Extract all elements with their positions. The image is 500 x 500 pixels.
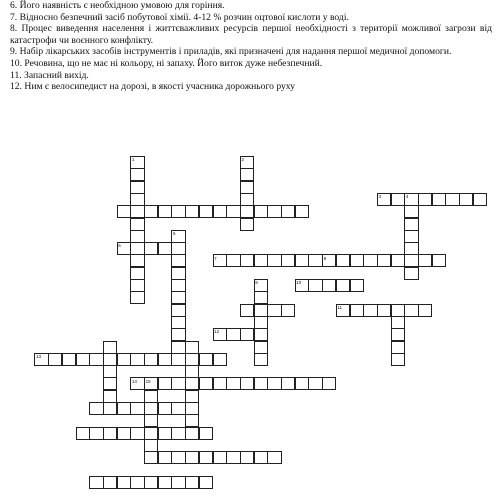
- crossword-cell[interactable]: [76, 353, 90, 366]
- crossword-cell[interactable]: [171, 353, 185, 366]
- crossword-cell[interactable]: [185, 451, 199, 464]
- crossword-cell[interactable]: [171, 476, 185, 489]
- crossword-cell[interactable]: [240, 254, 254, 267]
- crossword-cell[interactable]: [281, 254, 295, 267]
- clue-number: 7: [214, 255, 217, 261]
- clue-number: 5: [173, 231, 176, 236]
- crossword-cell[interactable]: [144, 439, 158, 452]
- crossword-cell[interactable]: [240, 377, 254, 390]
- clue-6: 6. Його наявність є необхідною умовою для горіння.: [10, 0, 225, 11]
- crossword-cell[interactable]: [185, 377, 199, 390]
- crossword-cell[interactable]: [254, 291, 268, 304]
- crossword-cell[interactable]: [363, 254, 377, 267]
- crossword-cell[interactable]: [130, 291, 144, 304]
- crossword-cell[interactable]: [103, 377, 117, 390]
- crossword-cell[interactable]: [158, 377, 172, 390]
- clue-number: 14: [131, 378, 137, 384]
- crossword-cell[interactable]: [144, 205, 158, 218]
- clue-number: 15: [145, 378, 151, 384]
- crossword-cell[interactable]: [226, 205, 240, 218]
- crossword-cell[interactable]: [185, 402, 199, 415]
- crossword-cell[interactable]: [117, 402, 131, 415]
- crossword-cell[interactable]: [103, 353, 117, 366]
- crossword-cell[interactable]: [213, 451, 227, 464]
- crossword-cell[interactable]: [130, 279, 144, 292]
- crossword-cell[interactable]: [363, 304, 377, 317]
- crossword-cell[interactable]: [158, 205, 172, 218]
- crossword-cell[interactable]: [171, 328, 185, 341]
- crossword-cell[interactable]: [213, 353, 227, 366]
- crossword-cell[interactable]: [130, 193, 144, 206]
- crossword-cell[interactable]: [103, 402, 117, 415]
- crossword-cell[interactable]: [171, 304, 185, 317]
- crossword-cell[interactable]: [130, 267, 144, 280]
- crossword-cell[interactable]: [103, 365, 117, 378]
- crossword-cell[interactable]: [350, 304, 364, 317]
- crossword-cell[interactable]: [89, 353, 103, 366]
- crossword-cell[interactable]: [171, 377, 185, 390]
- crossword-cell[interactable]: [391, 254, 405, 267]
- clue-7: 7. Відносно безпечний засіб побутової хімії. 4-12 % розчин оцтової кислоти у воді.: [10, 11, 349, 23]
- crossword-cell[interactable]: [199, 377, 213, 390]
- crossword-cell[interactable]: [171, 242, 185, 255]
- crossword-cell[interactable]: [377, 254, 391, 267]
- crossword-cell[interactable]: [130, 168, 144, 181]
- crossword-cell[interactable]: [391, 353, 405, 366]
- crossword-cell[interactable]: [267, 254, 281, 267]
- crossword-cell[interactable]: [254, 353, 268, 366]
- crossword-cell[interactable]: [158, 353, 172, 366]
- crossword-cell[interactable]: [295, 205, 309, 218]
- crossword-cell[interactable]: [144, 390, 158, 403]
- crossword-cell[interactable]: [171, 205, 185, 218]
- crossword-cell[interactable]: [267, 377, 281, 390]
- crossword-cell[interactable]: [391, 193, 405, 206]
- crossword-cell[interactable]: [89, 402, 103, 415]
- crossword-cell[interactable]: [144, 451, 158, 464]
- crossword-cell[interactable]: [459, 193, 473, 206]
- crossword-cell[interactable]: [117, 427, 131, 440]
- crossword-cell[interactable]: [103, 390, 117, 403]
- crossword-cell[interactable]: [130, 230, 144, 243]
- crossword-cell[interactable]: [199, 353, 213, 366]
- crossword-cell[interactable]: [158, 427, 172, 440]
- crossword-cell[interactable]: [404, 218, 418, 231]
- crossword-cell[interactable]: [295, 254, 309, 267]
- crossword-cell[interactable]: [226, 451, 240, 464]
- crossword-cell[interactable]: [213, 377, 227, 390]
- crossword-cell[interactable]: [391, 341, 405, 354]
- crossword-cell[interactable]: [240, 181, 254, 194]
- crossword-cell[interactable]: [130, 242, 144, 255]
- crossword-cell[interactable]: [171, 279, 185, 292]
- crossword-cell[interactable]: [404, 267, 418, 280]
- crossword-cell[interactable]: [267, 205, 281, 218]
- crossword-cell[interactable]: [158, 476, 172, 489]
- crossword-cell[interactable]: [158, 451, 172, 464]
- crossword-cell[interactable]: [185, 427, 199, 440]
- crossword-cell[interactable]: [144, 414, 158, 427]
- crossword-cell[interactable]: [445, 193, 459, 206]
- crossword-cell[interactable]: [226, 254, 240, 267]
- crossword-cell[interactable]: [322, 377, 336, 390]
- crossword-cell[interactable]: [418, 304, 432, 317]
- clue-number: 9: [255, 280, 258, 286]
- crossword-cell[interactable]: [336, 279, 350, 292]
- crossword-cell[interactable]: [254, 254, 268, 267]
- crossword-cell[interactable]: [322, 279, 336, 292]
- crossword-cell[interactable]: [213, 205, 227, 218]
- clue-9: 9. Набір лікарських засобів інструментів і приладів, які призначені для надання першої медичної допомоги.: [10, 46, 452, 58]
- crossword-cell[interactable]: [171, 402, 185, 415]
- crossword-cell[interactable]: [391, 304, 405, 317]
- clue-number: 11: [337, 304, 343, 310]
- crossword-cell[interactable]: [240, 205, 254, 218]
- crossword-cell[interactable]: [185, 414, 199, 427]
- crossword-cell[interactable]: [185, 476, 199, 489]
- crossword-cell[interactable]: [404, 242, 418, 255]
- crossword-cell[interactable]: [418, 254, 432, 267]
- crossword-cell[interactable]: [404, 230, 418, 243]
- crossword-cell[interactable]: [130, 205, 144, 218]
- crossword-cell[interactable]: [130, 181, 144, 194]
- crossword-cell[interactable]: [199, 451, 213, 464]
- crossword-cell[interactable]: [226, 328, 240, 341]
- crossword-cell[interactable]: [199, 476, 213, 489]
- crossword-cell[interactable]: [171, 427, 185, 440]
- clue-number: 4: [405, 194, 409, 200]
- crossword-cell[interactable]: [158, 402, 172, 415]
- crossword-cell[interactable]: [103, 427, 117, 440]
- crossword-cell[interactable]: [254, 451, 268, 464]
- clue-8: 8. Процес виведення населення і життєважливих ресурсів першої необхідності з території можливої загрози від катастрофи чи воєнного конфлікту.: [10, 23, 492, 46]
- crossword-cell[interactable]: [171, 451, 185, 464]
- crossword-cell[interactable]: [185, 353, 199, 366]
- crossword-cell[interactable]: [254, 377, 268, 390]
- clue-12: 12. Ним є велосипедист на дорозі, в якості учасника дорожнього руху: [10, 81, 296, 93]
- crossword-cell[interactable]: [350, 254, 364, 267]
- crossword-cell[interactable]: [404, 205, 418, 218]
- crossword-cell[interactable]: [117, 353, 131, 366]
- crossword-cell[interactable]: [171, 267, 185, 280]
- crossword-cell[interactable]: [158, 242, 172, 255]
- crossword-cell[interactable]: [130, 218, 144, 231]
- crossword-cell[interactable]: [117, 476, 131, 489]
- crossword-cell[interactable]: [89, 427, 103, 440]
- crossword-cell[interactable]: [254, 341, 268, 354]
- crossword-cell[interactable]: [240, 304, 254, 317]
- crossword-cell[interactable]: [377, 304, 391, 317]
- crossword-cell[interactable]: [185, 341, 199, 354]
- crossword-cell[interactable]: [103, 341, 117, 354]
- crossword-cell[interactable]: [240, 218, 254, 231]
- crossword-cell[interactable]: [144, 427, 158, 440]
- crossword-cell[interactable]: [254, 328, 268, 341]
- crossword-cell[interactable]: [144, 402, 158, 415]
- crossword-cell[interactable]: [171, 291, 185, 304]
- crossword-cell[interactable]: [473, 193, 487, 206]
- clue-10: 10. Речовина, що не має ні кольору, ні запаху. Його виток дуже небезпечний.: [10, 57, 323, 69]
- crossword-cell[interactable]: [171, 316, 185, 329]
- crossword-cell[interactable]: [391, 328, 405, 341]
- crossword-cell[interactable]: [144, 242, 158, 255]
- crossword-cell[interactable]: [281, 377, 295, 390]
- crossword-cell[interactable]: [185, 205, 199, 218]
- crossword-cell[interactable]: [185, 365, 199, 378]
- crossword-cell[interactable]: [254, 304, 268, 317]
- crossword-cell[interactable]: [254, 205, 268, 218]
- crossword-cell[interactable]: [404, 304, 418, 317]
- crossword-cell[interactable]: [76, 427, 90, 440]
- clue-number: 3: [378, 194, 382, 200]
- crossword-cell[interactable]: [254, 316, 268, 329]
- clue-number: 2: [241, 157, 245, 163]
- crossword-cell[interactable]: [144, 353, 158, 366]
- crossword-cell[interactable]: [130, 353, 144, 366]
- crossword-cell[interactable]: [199, 427, 213, 440]
- crossword-cell[interactable]: [240, 168, 254, 181]
- clue-number: 8: [323, 255, 327, 261]
- crossword-cell[interactable]: [267, 304, 281, 317]
- crossword-cell[interactable]: [418, 193, 432, 206]
- crossword-cell[interactable]: [240, 328, 254, 341]
- crossword-cell[interactable]: [350, 279, 364, 292]
- crossword-cell[interactable]: [391, 316, 405, 329]
- crossword-cell[interactable]: [171, 254, 185, 267]
- crossword-cell[interactable]: [308, 377, 322, 390]
- crossword-cell[interactable]: [103, 476, 117, 489]
- crossword-cell[interactable]: [281, 205, 295, 218]
- crossword-cell[interactable]: [308, 254, 322, 267]
- crossword-cell[interactable]: [281, 304, 295, 317]
- crossword-cell[interactable]: [144, 476, 158, 489]
- clue-11: 11. Запасний вихід.: [10, 69, 89, 81]
- crossword-cell[interactable]: [295, 377, 309, 390]
- crossword-cell[interactable]: [130, 476, 144, 489]
- crossword-cell[interactable]: [48, 353, 62, 366]
- clue-number: 10: [296, 280, 302, 286]
- clue-number: 1: [131, 157, 135, 163]
- crossword-cell[interactable]: [89, 476, 103, 489]
- crossword-cell[interactable]: [117, 205, 131, 218]
- clue-number: 6: [118, 243, 121, 249]
- crossword-cell[interactable]: [226, 377, 240, 390]
- clue-number: 12: [214, 329, 220, 335]
- crossword-cell[interactable]: [171, 341, 185, 354]
- crossword-cell[interactable]: [185, 390, 199, 403]
- crossword-cell[interactable]: [130, 254, 144, 267]
- crossword-cell[interactable]: [130, 427, 144, 440]
- crossword-cell[interactable]: [432, 254, 446, 267]
- crossword-cell[interactable]: [336, 254, 350, 267]
- clue-number: 13: [36, 354, 42, 359]
- crossword-cell[interactable]: [404, 254, 418, 267]
- crossword-cell[interactable]: [240, 451, 254, 464]
- crossword-cell[interactable]: [199, 205, 213, 218]
- crossword-cell[interactable]: [308, 279, 322, 292]
- crossword-cell[interactable]: [240, 193, 254, 206]
- crossword-cell[interactable]: [432, 193, 446, 206]
- crossword-cell[interactable]: [267, 451, 281, 464]
- crossword-cell[interactable]: [130, 402, 144, 415]
- crossword-cell[interactable]: [62, 353, 76, 366]
